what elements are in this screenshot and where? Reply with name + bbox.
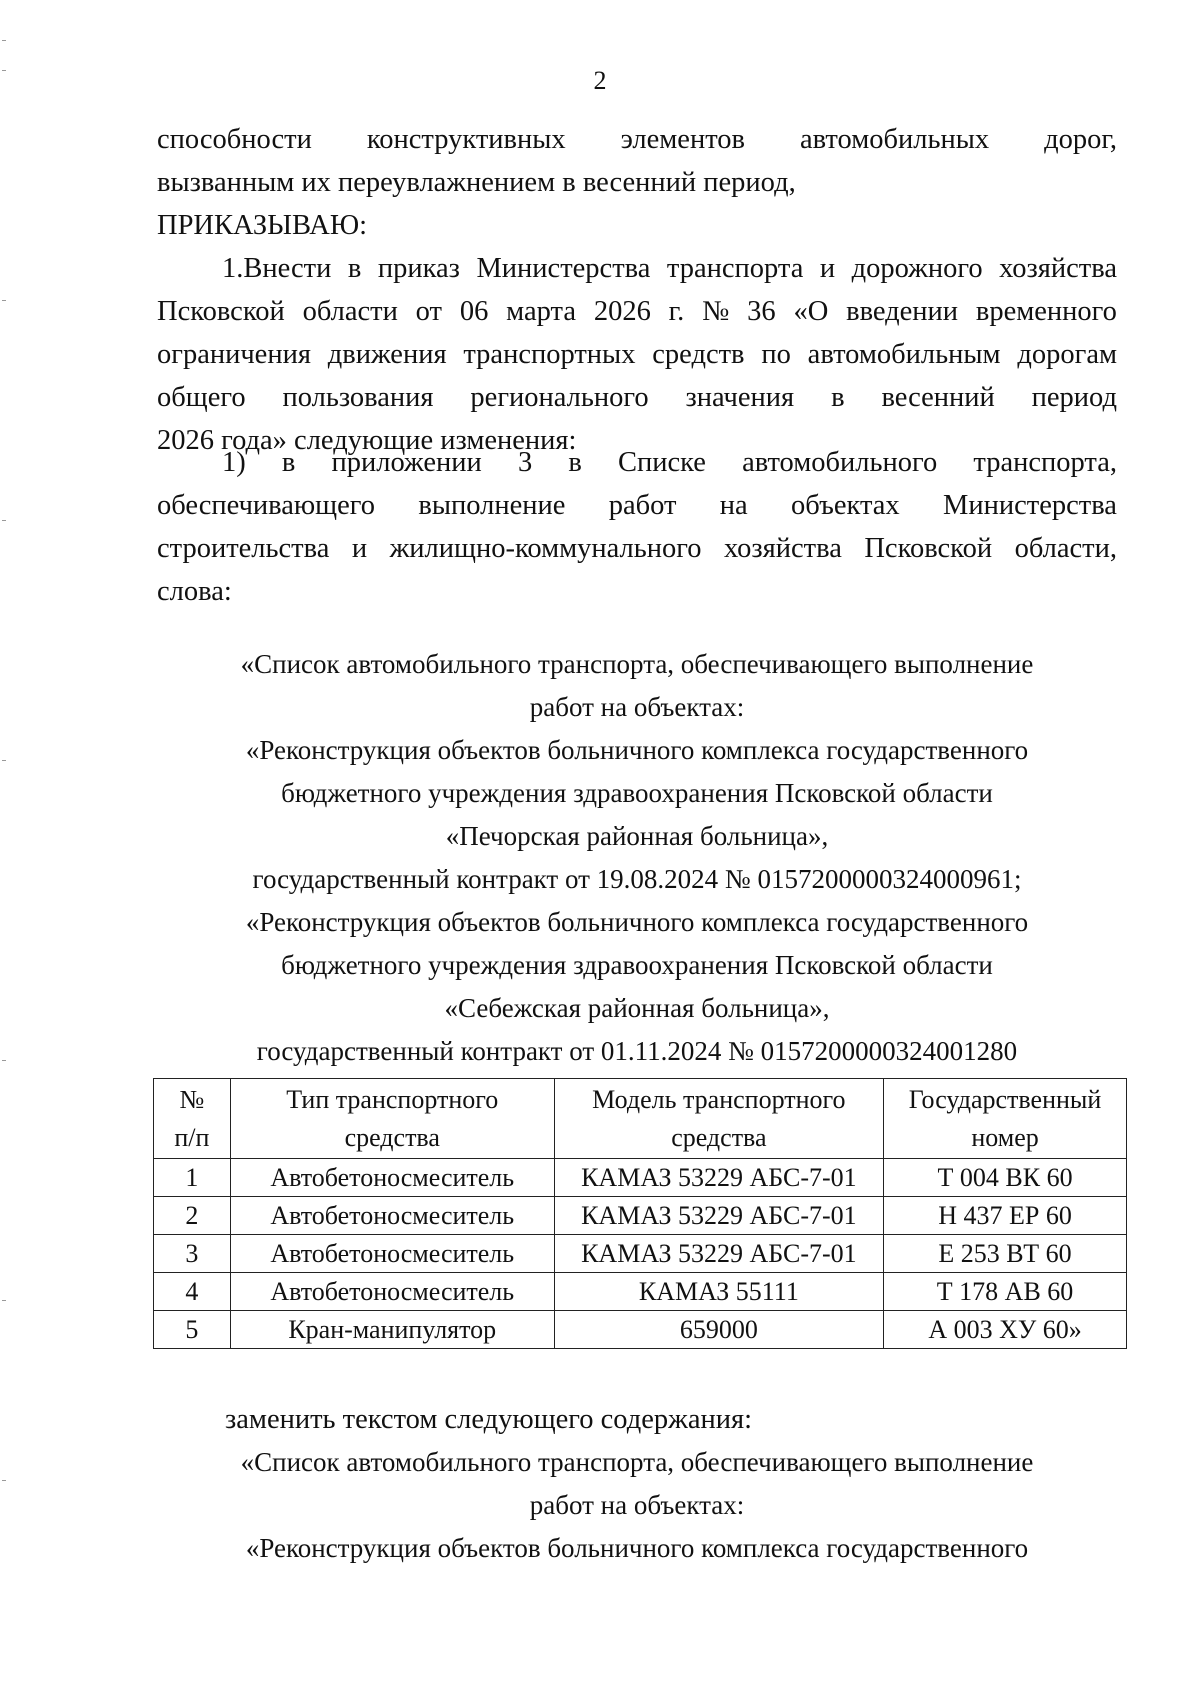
text-line	[157, 441, 1117, 484]
word: транспорта	[666, 253, 804, 284]
cell-model: КАМАЗ 55111	[554, 1273, 883, 1311]
word: №	[702, 296, 730, 327]
center-line: бюджетного учреждения здравоохранения Псковской области	[281, 778, 993, 808]
header-line: средства	[671, 1122, 767, 1152]
replacement-heading	[157, 1441, 1117, 1570]
cell-model: КАМАЗ 53229 АБС-7-01	[554, 1197, 883, 1235]
text-line: заменить текстом следующего содержания:	[225, 1404, 752, 1435]
text-line	[157, 118, 1117, 161]
word: Министерства	[943, 490, 1117, 521]
cell-type: Автобетоносмеситель	[230, 1197, 554, 1235]
word: приложении	[331, 447, 482, 478]
word: введении	[846, 296, 959, 327]
word: значения	[685, 382, 795, 413]
header-line: Модель транспортного	[592, 1084, 846, 1114]
word: Псковской	[864, 533, 993, 564]
text-line: слова:	[157, 576, 232, 607]
text-line	[157, 247, 1117, 290]
word: объектах	[791, 490, 900, 521]
center-line: «Себежская районная больница»,	[444, 993, 830, 1023]
word: Министерства	[476, 253, 651, 284]
cell-number: 5	[154, 1311, 231, 1349]
word: от	[415, 296, 443, 327]
header-line: Государственный	[908, 1084, 1102, 1114]
word: общего	[157, 382, 246, 413]
order-heading: ПРИКАЗЫВАЮ:	[157, 210, 368, 241]
word: работ	[608, 490, 677, 521]
word: жилищно-коммунального	[389, 533, 702, 564]
cell-model: 659000	[554, 1311, 883, 1349]
cell-number: 2	[154, 1197, 231, 1235]
word: в	[281, 447, 296, 478]
center-line: государственный контракт от 19.08.2024 № 0157200000324000961;	[252, 864, 1022, 894]
word: 1)	[222, 447, 246, 478]
center-line: работ на объектах:	[529, 1490, 745, 1520]
table-row	[154, 1235, 1127, 1273]
word: 1.Внести	[222, 253, 332, 284]
cell-plate: Т 004 ВК 60	[884, 1159, 1127, 1197]
cell-model: КАМАЗ 53229 АБС-7-01	[554, 1235, 883, 1273]
center-line: «Печорская районная больница»,	[445, 821, 829, 851]
table-header-row	[154, 1079, 1127, 1159]
vehicle-table	[153, 1078, 1127, 1349]
word: дорожного	[851, 253, 983, 284]
word: транспорта,	[973, 447, 1117, 478]
word: в	[568, 447, 582, 478]
cell-plate: Е 253 ВТ 60	[884, 1235, 1127, 1273]
word: и	[351, 533, 368, 564]
replace-instruction	[157, 1398, 1117, 1441]
word: Списке	[617, 447, 706, 478]
cell-type: Автобетоносмеситель	[230, 1159, 554, 1197]
cell-plate: Н 437 ЕР 60	[884, 1197, 1127, 1235]
word: Псковской	[157, 296, 285, 327]
word: дорогам	[1017, 339, 1117, 370]
cell-plate: А 003 ХУ 60»	[884, 1311, 1127, 1349]
word: регионального	[470, 382, 649, 413]
page-number: 2	[593, 66, 607, 95]
center-line: бюджетного учреждения здравоохранения Псковской области	[281, 950, 993, 980]
word: временного	[975, 296, 1117, 327]
text-line	[157, 527, 1117, 570]
text-line	[157, 376, 1117, 419]
text-line: 2026 года» следующие изменения:	[157, 425, 577, 456]
quoted-list-heading	[157, 643, 1117, 1073]
word: хозяйства	[999, 253, 1117, 284]
header-line: п/п	[174, 1122, 210, 1152]
text-line	[157, 333, 1117, 376]
word: г.	[668, 296, 685, 327]
word: по	[761, 339, 791, 370]
header-line: средства	[344, 1122, 440, 1152]
word: марта	[506, 296, 576, 327]
item-1	[157, 247, 1117, 462]
center-line: государственный контракт от 01.11.2024 № 0157200000324001280	[256, 1036, 1018, 1066]
table-row	[154, 1273, 1127, 1311]
center-line: «Список автомобильного транспорта, обеспечивающего выполнение	[240, 1447, 1034, 1477]
subitem-1	[157, 441, 1117, 613]
word: 2026	[593, 296, 651, 327]
text-line	[157, 290, 1117, 333]
table-row	[154, 1159, 1127, 1197]
word: выполнение	[418, 490, 566, 521]
word: обеспечивающего	[157, 490, 376, 521]
word: строительства	[157, 533, 330, 564]
header-plate-number	[884, 1079, 1127, 1159]
center-line: «Реконструкция объектов больничного комплекса государственного	[245, 1533, 1029, 1563]
center-line: работ на объектах:	[529, 692, 745, 722]
word: элементов	[620, 124, 745, 155]
word: «О	[793, 296, 829, 327]
header-line: №	[179, 1084, 205, 1114]
word: приказ	[377, 253, 460, 284]
table-row	[154, 1311, 1127, 1349]
word: на	[719, 490, 748, 521]
word: автомобильным	[807, 339, 1001, 370]
word: ограничения	[157, 339, 311, 370]
word: в	[831, 382, 845, 413]
center-line: «Список автомобильного транспорта, обеспечивающего выполнение	[240, 649, 1034, 679]
table-row	[154, 1197, 1127, 1235]
center-line: «Реконструкция объектов больничного комплекса государственного	[245, 735, 1029, 765]
word: 06	[459, 296, 489, 327]
word: 36	[747, 296, 776, 327]
paragraph-intro	[157, 118, 1117, 247]
header-vehicle-model	[554, 1079, 883, 1159]
word: пользования	[282, 382, 434, 413]
word: области,	[1014, 533, 1117, 564]
cell-number: 4	[154, 1273, 231, 1311]
word: 3	[517, 447, 533, 478]
cell-model: КАМАЗ 53229 АБС-7-01	[554, 1159, 883, 1197]
center-line: «Реконструкция объектов больничного комплекса государственного	[245, 907, 1029, 937]
header-line: номер	[971, 1122, 1039, 1152]
text-line	[157, 484, 1117, 527]
word: конструктивных	[366, 124, 566, 155]
word: способности	[157, 124, 312, 155]
word: и	[819, 253, 836, 284]
cell-type: Автобетоносмеситель	[230, 1235, 554, 1273]
word: в	[347, 253, 362, 284]
word: период	[1031, 382, 1117, 413]
cell-type: Автобетоносмеситель	[230, 1273, 554, 1311]
word: хозяйства	[723, 533, 842, 564]
cell-plate: Т 178 АВ 60	[884, 1273, 1127, 1311]
word: области	[302, 296, 398, 327]
word: автомобильных	[800, 124, 990, 155]
word: средств	[652, 339, 745, 370]
cell-number: 1	[154, 1159, 231, 1197]
cell-type: Кран-манипулятор	[230, 1311, 554, 1349]
text-line: вызванным их переувлажнением в весенний период,	[157, 167, 796, 198]
header-number	[154, 1079, 231, 1159]
header-line: Тип транспортного	[286, 1084, 499, 1114]
word: весенний	[881, 382, 995, 413]
word: дорог,	[1044, 124, 1117, 155]
cell-number: 3	[154, 1235, 231, 1273]
word: движения	[327, 339, 447, 370]
word: транспортных	[463, 339, 636, 370]
word: автомобильного	[742, 447, 938, 478]
header-vehicle-type	[230, 1079, 554, 1159]
